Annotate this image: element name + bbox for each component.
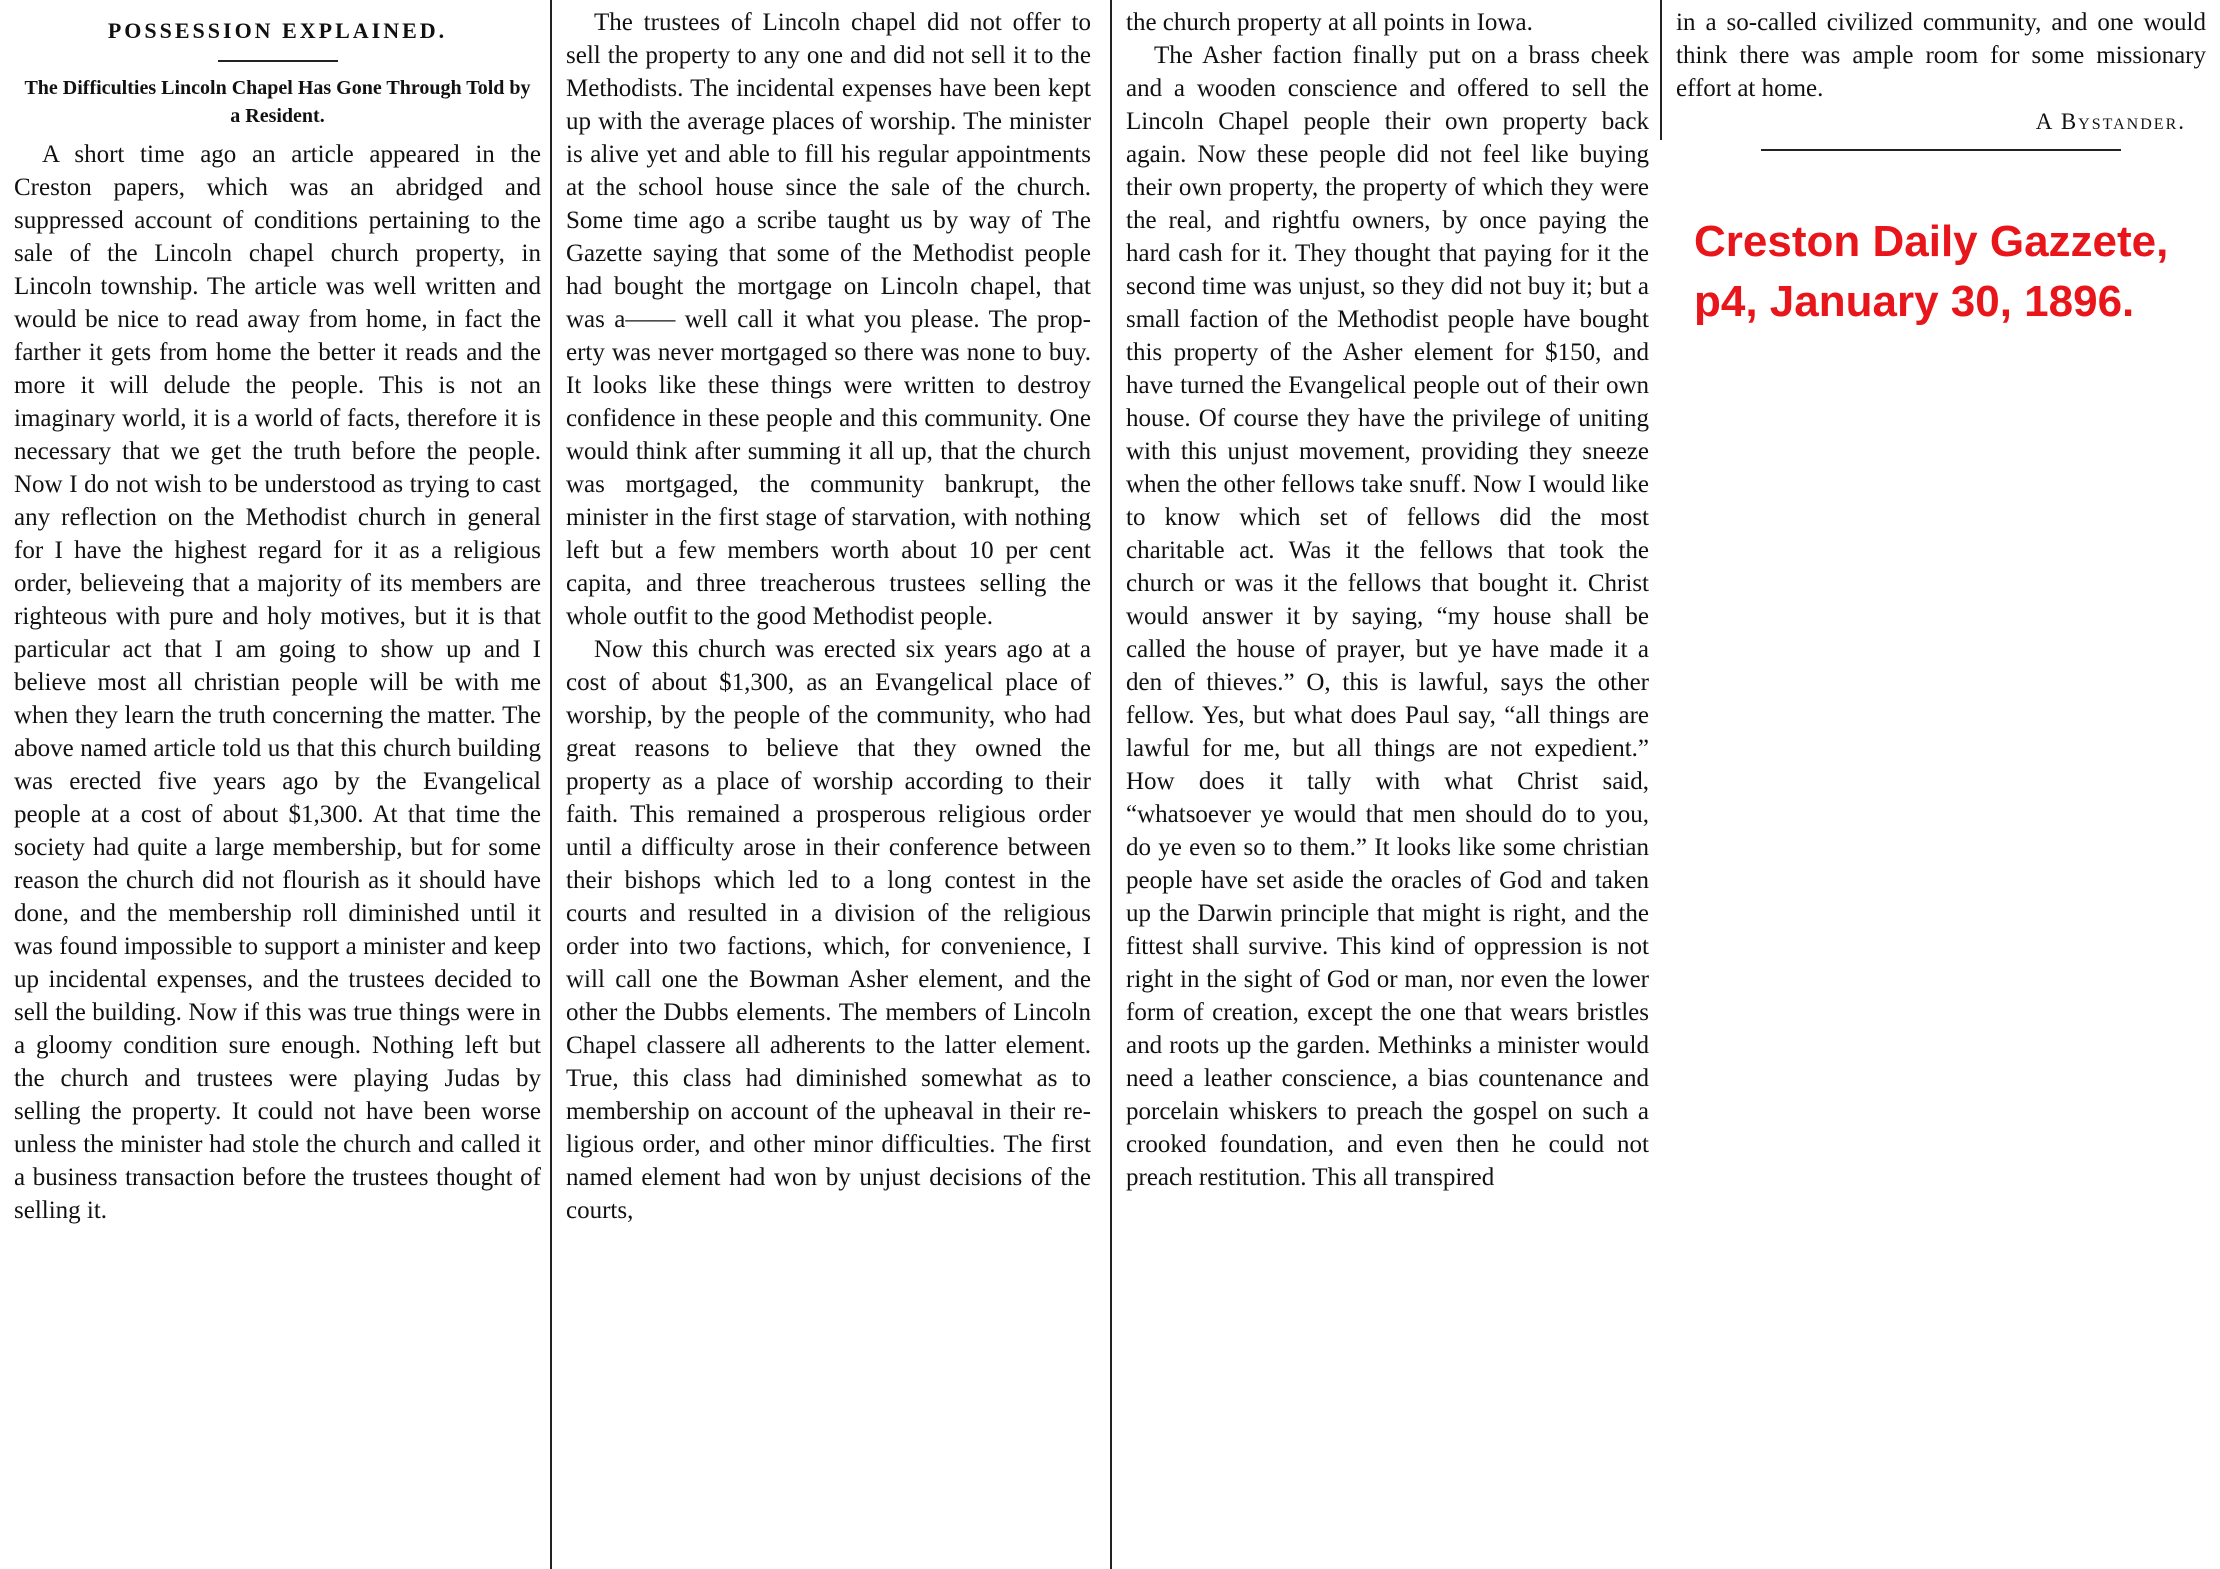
end-rule <box>1761 149 2121 151</box>
column-divider <box>1110 0 1112 1569</box>
article-column-1 <box>4 0 549 1569</box>
article-paragraph: The trustees of Lincoln chapel did not offer to sell the property to any one and did not sell it to the Methodists. The incidental expenses have been kept up with the average places of worship. The minister is alive yet and able to fill his regular appointments at the school house since the sale of the church. Some time ago a scribe taught us by way of The Gazette saying that some of the Methodist people had bought the mortgage on Lincoln chapel, that was a—— well call it what you please. The property was never mortgaged so there was none to buy. It looks like these things were written to destroy confidence in these people and this community. One would think after summing it all up, that the church was mortgaged, the community bankrupt, the minister in the first stage of starvation, with nothing left but a few members worth about 10 per cent capita, and three treacherous trustees selling the whole outfit to the good Methodist people. <box>566 9 1091 630</box>
article-paragraph: in a so-called civilized community, and one would think there was ample room for some missionary effort at home. <box>1676 9 2206 102</box>
article-paragraph: A short time ago an article appeared in the Creston papers, which was an abridged and suppressed account of conditions pertaining to the sale of the Lincoln chapel church property, in Lincoln township. The article was well written and would be nice to read away from home, in fact the farther it gets from home the better it reads and the more it will delude the people. This is not an imaginary world, it is a world of facts, therefore it is necessary that we get the truth before the people. Now I do not wish to be understood as trying to cast any reflection on the Methodist church in general for I have the highest regard for it as a religious order, believeing that a majority of its members are righteous with pure and holy motives, but it is that particular act that I am going to show up and I believe most all christian people will be with me when they learn the truth concerning the matter. The above named article told us that this church building was erected five years ago by the Evangelical people at a cost of about $1,300. At that time the society had quite a large membership, but for some reason the church did not flourish as it should have done, and the membership roll diminished until it was found impossible to support a minister and keep up incidental expenses, and the trustees decided to sell the building. Now if this was true things were in a gloomy condition sure enough. Nothing left but the church and trustees were playing Judas by selling the property. It could not have been worse unless the minister had stole the church and called it a business transaction before the trustees thought of selling it. <box>14 141 541 1224</box>
column-divider <box>550 0 552 1569</box>
article-signature: A Bystander. <box>2035 109 2186 134</box>
article-paragraph: the church property at all points in Iowa. <box>1126 9 1533 36</box>
source-caption <box>1694 212 2214 332</box>
article-column-2 <box>556 0 1099 1569</box>
column-divider <box>1660 0 1662 140</box>
article-subhead: The Difficulties Lincoln Chapel Has Gone Through Told by a Resident. <box>24 77 531 127</box>
caption-line: p4, January 30, 1896. <box>1694 277 2135 326</box>
headline-rule <box>218 60 338 62</box>
article-column-3 <box>1116 0 1657 1569</box>
article-paragraph: The Asher faction finally put on a brass cheek and a wooden conscience and offered to sell the Lincoln Chapel people their own property back again. Now these people did not feel like buying their own property, the property of which they were the real, and rightfu owners, by once paying the hard cash for it. They thought that paying for it the second time was unjust, so they did not buy it; but a small faction of the Methodist people have bought this property of the Asher element for $150, and have turned the Evangelical people out of their own house. Of course they have the privilege of uniting with this unjust movement, providing they sneeze when the other fellows take snuff. Now I would like to know which set of fellows did the most charitable act. Was it the fellows that took the church or was it the fellows that bought it. Christ would answer it by saying, “my house shall be called the house of prayer, but ye have made it a den of thieves.” O, this is lawful, says the other fellow. Yes, but what does Paul say, “all things are lawful for me, but all things are not expedient.” How does it tally with what Christ said, “whatsoever ye would that men should do to you, do ye even so to them.” It looks like some christian people have set aside the oracles of God and taken up the Darwin principle that might is right, and the fittest shall survive. This kind of oppression is not right in the sight of God or man, nor even the lower form of creation, except the one that wears bristles and roots up the garden. Methinks a minister would need a leather conscience, a bias countenance and porcelain whiskers to preach the gospel on such a crooked foundation, and even then he could not preach restitution. This all transpired <box>1126 42 1649 1191</box>
article-paragraph: Now this church was erected six years ago at a cost of about $1,300, as an Evangelical place of worship, by the people of the community, who had great reasons to believe that they owned the property as a place of worship according to their faith. This remained a prosperous religious order until a difficulty arose in their conference between their bishops which led to a long contest in the courts and resulted in a division of the religious order into two factions, which, for convenience, I will call one the Bowman Asher element, and the other the Dubbs elements. The members of Lincoln Chapel classere all adherents to the latter element. True, this class had diminished somewhat as to membership on account of the upheaval in their religious order, and other minor difficulties. The first named element had won by unjust decisions of the courts, <box>566 636 1091 1224</box>
caption-line: Creston Daily Gazzete, <box>1694 217 2169 266</box>
article-headline: POSSESSION EXPLAINED. <box>107 18 448 43</box>
